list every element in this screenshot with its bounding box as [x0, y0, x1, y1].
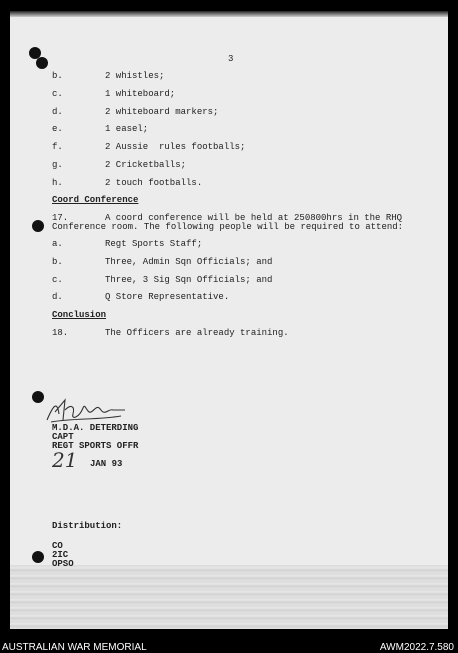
list-item-letter: d.: [52, 107, 63, 117]
signatory-name: M.D.A. DETERDING: [52, 423, 139, 433]
list-item-letter: d.: [52, 292, 63, 302]
list-item-text: 2 whiteboard markers;: [105, 107, 219, 117]
handwritten-signature: [43, 396, 127, 426]
list-item-letter: b.: [52, 71, 63, 81]
punch-hole: [36, 57, 48, 69]
paragraph-18-text: The Officers are already training.: [105, 328, 289, 338]
signatory-appointment: REGT SPORTS OFFR: [52, 441, 139, 451]
footer-reference: AWM2022.7.580: [379, 642, 454, 653]
list-item-letter: g.: [52, 160, 63, 170]
list-item-letter: b.: [52, 257, 63, 267]
list-item-text: 1 whiteboard;: [105, 89, 176, 99]
list-item-text: Three, 3 Sig Sqn Officials; and: [105, 275, 273, 285]
paragraph-number: 18.: [52, 328, 69, 338]
punch-hole: [32, 220, 44, 232]
paragraph-number: 17.: [52, 213, 69, 223]
list-item-letter: f.: [52, 142, 63, 152]
list-item-letter: a.: [52, 239, 63, 249]
list-item-text: 1 easel;: [105, 124, 149, 134]
list-item-text: 2 Cricketballs;: [105, 160, 187, 170]
list-item-letter: c.: [52, 89, 63, 99]
distribution-item: 2IC: [52, 550, 69, 560]
handwritten-day-text: 21: [52, 448, 78, 472]
page-number: 3: [228, 54, 234, 64]
handwritten-day: [52, 448, 77, 472]
distribution-item: OPSO: [52, 559, 74, 569]
footer-institution: AUSTRALIAN WAR MEMORIAL: [2, 642, 147, 653]
list-item-text: 2 Aussie rules footballs;: [105, 142, 246, 152]
distribution-item: CO: [52, 541, 63, 551]
paragraph-17-line: A coord conference will be held at 250800hrs in the RHQ: [105, 213, 403, 223]
list-item-text: 2 touch footballs.: [105, 178, 203, 188]
list-item-letter: c.: [52, 275, 63, 285]
list-item-letter: h.: [52, 178, 63, 188]
list-item-text: Three, Admin Sqn Officials; and: [105, 257, 273, 267]
document-page: [10, 11, 448, 629]
punch-hole: [32, 551, 44, 563]
section-heading-conclusion: Conclusion: [52, 310, 107, 320]
archive-footer: [0, 632, 458, 653]
distribution-label: Distribution:: [52, 521, 123, 531]
scan-artifact-band: [10, 565, 448, 629]
section-heading-coord-conference: Coord Conference: [52, 195, 139, 205]
paragraph-17-line: Conference room. The following people will be required to attend:: [52, 222, 404, 232]
list-item-text: Regt Sports Staff;: [105, 239, 203, 249]
signature-date: JAN 93: [90, 459, 123, 469]
list-item-letter: e.: [52, 124, 63, 134]
signatory-rank: CAPT: [52, 432, 74, 442]
list-item-text: Q Store Representative.: [105, 292, 230, 302]
list-item-text: 2 whistles;: [105, 71, 165, 81]
